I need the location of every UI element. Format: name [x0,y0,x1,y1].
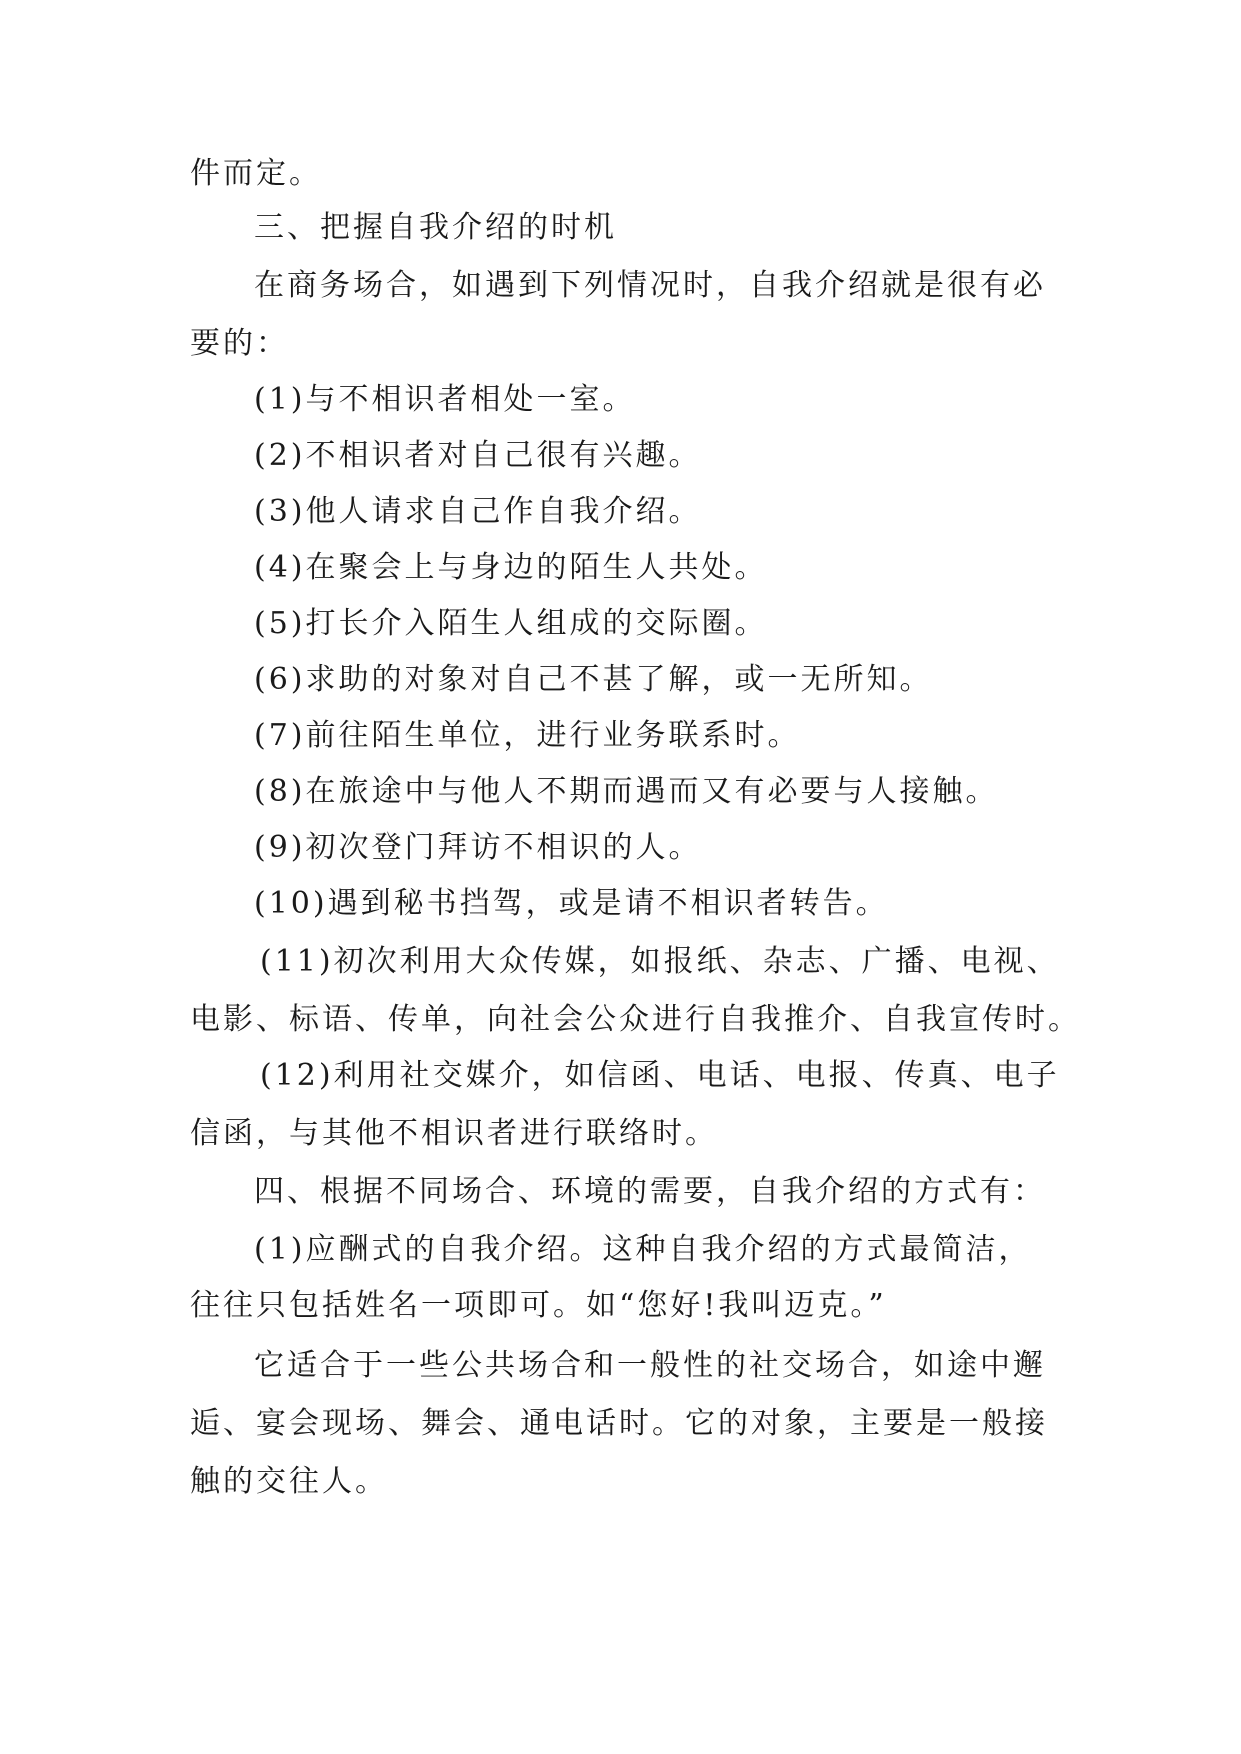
list-item: (10)遇到秘书挡驾，或是请不相识者转告。 [254,886,889,921]
list-item: (4)在聚会上与身边的陌生人共处。 [254,550,768,585]
list-item: (3)他人请求自己作自我介绍。 [254,494,702,529]
list-item: (2)不相识者对自己很有兴趣。 [254,438,702,473]
list-item: (1)与不相识者相处一室。 [254,382,636,417]
list-item: (5)打长介入陌生人组成的交际圈。 [254,606,768,641]
paragraph-line: 触的交往人。 [190,1464,388,1499]
paragraph-line: 信函，与其他不相识者进行联络时。 [190,1116,718,1151]
paragraph-line: 它适合于一些公共场合和一般性的社交场合，如途中邂 [254,1348,1046,1383]
paragraph-line: 往往只包括姓名一项即可。如“您好!我叫迈克。” [190,1288,887,1323]
paragraph-line: 在商务场合，如遇到下列情况时，自我介绍就是很有必 [254,268,1046,303]
list-item: (12)利用社交媒介，如信函、电话、电报、传真、电子 [260,1058,1060,1093]
list-item: (1)应酬式的自我介绍。这种自我介绍的方式最简洁， [254,1232,1032,1267]
list-item: (9)初次登门拜访不相识的人。 [254,830,702,865]
list-item: (8)在旅途中与他人不期而遇而又有必要与人接触。 [254,774,999,809]
list-item: (6)求助的对象对自己不甚了解，或一无所知。 [254,662,933,697]
paragraph-line: 电影、标语、传单，向社会公众进行自我推介、自我宣传时。 [190,1002,1081,1037]
section-heading-four: 四、根据不同场合、环境的需要，自我介绍的方式有： [254,1174,1046,1209]
paragraph-line: 逅、宴会现场、舞会、通电话时。它的对象，主要是一般接 [190,1406,1048,1441]
list-item: (11)初次利用大众传媒，如报纸、杂志、广播、电视、 [260,944,1060,979]
paragraph-line: 要的： [190,326,289,361]
paragraph-line: 件而定。 [190,156,322,191]
list-item: (7)前往陌生单位，进行业务联系时。 [254,718,801,753]
section-heading-three: 三、把握自我介绍的时机 [254,210,617,245]
